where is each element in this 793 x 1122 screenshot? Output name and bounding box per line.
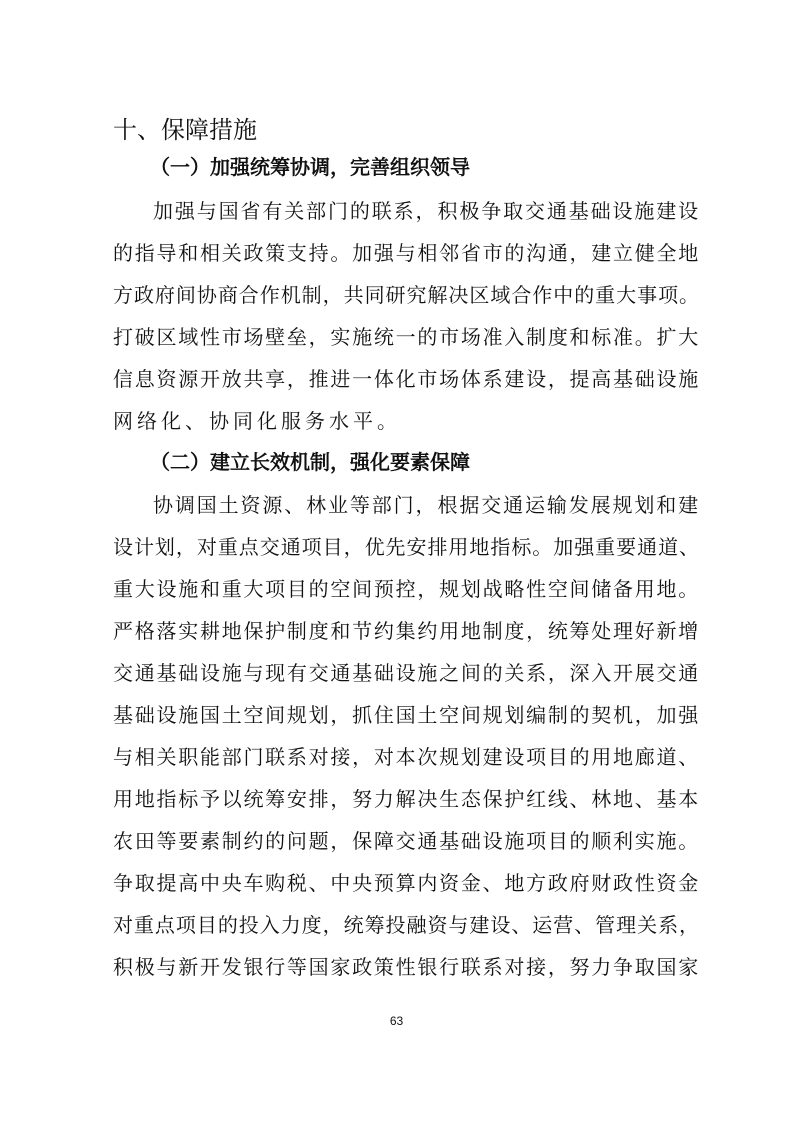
paragraph-line: 对重点项目的投入力度，统筹投融资与建设、运营、管理关系， — [113, 913, 700, 937]
paragraph-line: 的指导和相关政策支持。加强与相邻省市的沟通，建立健全地 — [113, 241, 700, 265]
paragraph-line: 打破区域性市场壁垒，实施统一的市场准入制度和标准。扩大 — [113, 325, 700, 349]
paragraph-line: 加强与国省有关部门的联系，积极争取交通基础设施建设 — [153, 199, 700, 223]
paragraph-line: 农田等要素制约的问题，保障交通基础设施项目的顺利实施。 — [113, 829, 700, 853]
paragraph-line: 信息资源开放共享，推进一体化市场体系建设，提高基础设施 — [113, 367, 700, 391]
paragraph-line: 设计划，对重点交通项目，优先安排用地指标。加强重要通道、 — [113, 535, 700, 559]
paragraph-line: 严格落实耕地保护制度和节约集约用地制度，统筹处理好新增 — [113, 619, 700, 643]
page-number: 63 — [389, 1014, 404, 1028]
paragraph-line: 积极与新开发银行等国家政策性银行联系对接，努力争取国家 — [113, 955, 700, 979]
paragraph-line: 网络化、协同化服务水平。 — [113, 409, 401, 433]
subsection-title-1: （一）加强统筹协调，完善组织领导 — [150, 155, 470, 179]
paragraph-line: 重大设施和重大项目的空间预控，规划战略性空间储备用地。 — [113, 577, 700, 601]
paragraph-line: 争取提高中央车购税、中央预算内资金、地方政府财政性资金 — [113, 871, 700, 895]
paragraph-line: 与相关职能部门联系对接，对本次规划建设项目的用地廊道、 — [113, 745, 700, 769]
subsection-title-2: （二）建立长效机制，强化要素保障 — [150, 450, 470, 474]
paragraph-line: 协调国土资源、林业等部门，根据交通运输发展规划和建 — [153, 493, 700, 517]
section-heading: 十、保障措施 — [113, 116, 257, 144]
paragraph-line: 方政府间协商合作机制，共同研究解决区域合作中的重大事项。 — [113, 283, 700, 307]
paragraph-line: 用地指标予以统筹安排，努力解决生态保护红线、林地、基本 — [113, 787, 700, 811]
paragraph-line: 交通基础设施与现有交通基础设施之间的关系，深入开展交通 — [113, 661, 700, 685]
paragraph-line: 基础设施国土空间规划，抓住国土空间规划编制的契机，加强 — [113, 703, 700, 727]
